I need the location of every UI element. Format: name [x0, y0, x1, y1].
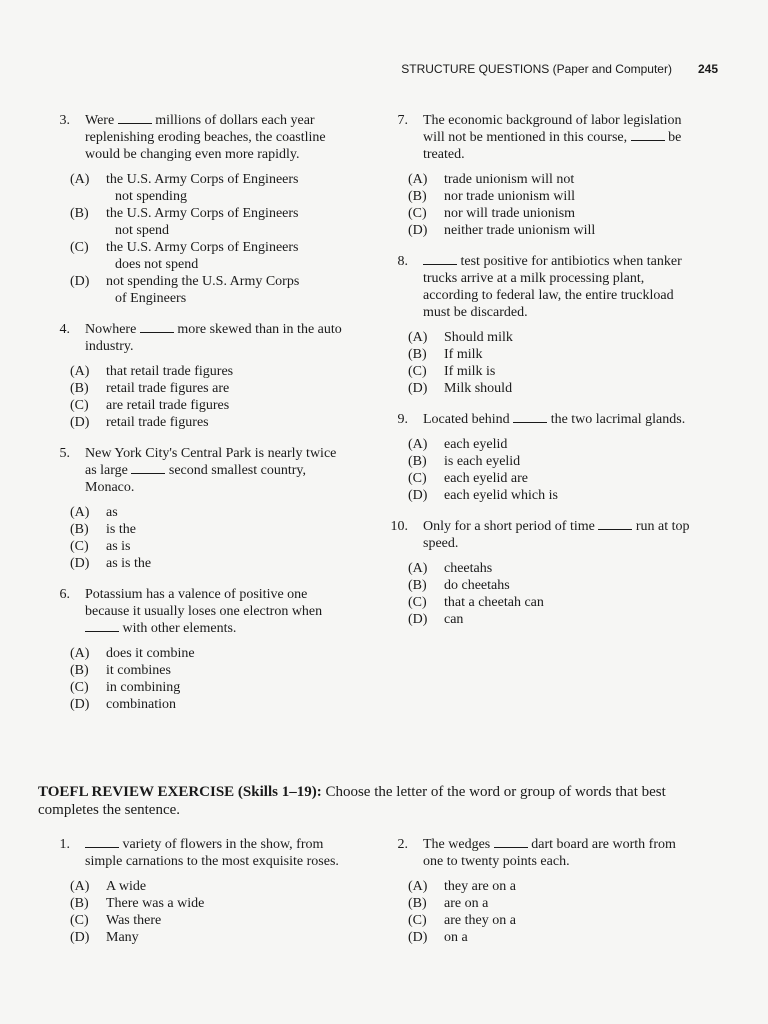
option-letter: (B): [70, 663, 89, 678]
option-text-line: A wide: [106, 879, 147, 894]
option-text-line: can: [444, 612, 464, 627]
answer-option: [70, 171, 342, 205]
option-text-continuation: does not spend: [115, 257, 199, 272]
option-text: [444, 346, 690, 363]
answer-blank: [118, 113, 152, 124]
option-letter: (A): [70, 505, 90, 520]
option-text-line: do cheetahs: [444, 578, 510, 593]
option-text-line: are retail trade figures: [106, 398, 230, 413]
option-text: [106, 878, 342, 895]
answer-options: [70, 878, 342, 946]
option-text-line: not spending the U.S. Army Corps: [106, 274, 300, 289]
option-text: [106, 538, 342, 555]
question-stem: [42, 586, 342, 637]
review-exercise-heading: [38, 783, 698, 819]
answer-option: [408, 878, 680, 895]
option-text: [106, 205, 342, 239]
answer-options: [70, 363, 342, 431]
option-text-line: Was there: [106, 913, 162, 928]
question-number: 8.: [397, 254, 408, 269]
option-text-line: combination: [106, 697, 176, 712]
option-text: [444, 895, 680, 912]
option-letter: (D): [408, 930, 428, 945]
answer-options: [70, 645, 342, 713]
answer-options: [408, 560, 690, 628]
option-text-line: Many: [106, 930, 139, 945]
option-text-line: in combining: [106, 680, 181, 695]
answer-option: [70, 929, 342, 946]
option-text-line: each eyelid are: [444, 471, 528, 486]
answer-option: [408, 329, 690, 346]
question-text: [410, 253, 690, 321]
question-item: [42, 586, 342, 713]
question-item: [42, 836, 342, 946]
option-text-line: Should milk: [444, 330, 513, 345]
answer-blank: [513, 412, 547, 423]
question-stem: [380, 253, 690, 321]
question-text-segment: second smallest country, Monaco.: [85, 463, 307, 495]
question-item: [42, 112, 342, 307]
answer-option: [70, 414, 342, 431]
option-text: [444, 205, 690, 222]
answer-options: [408, 171, 690, 239]
answer-option: [408, 363, 690, 380]
option-text-line: Milk should: [444, 381, 513, 396]
option-letter: (C): [408, 595, 427, 610]
question-item: [380, 518, 690, 628]
answer-option: [70, 205, 342, 239]
option-letter: (A): [408, 879, 428, 894]
option-text: [444, 878, 680, 895]
review-left-column: [42, 836, 342, 960]
question-text-segment: The economic background of labor legislation will not be mentioned in this course,: [423, 113, 682, 145]
answer-blank: [85, 621, 119, 632]
option-letter: (C): [70, 398, 89, 413]
answer-option: [408, 380, 690, 397]
answer-option: [408, 205, 690, 222]
option-text-line: each eyelid: [444, 437, 508, 452]
option-text: [444, 912, 680, 929]
answer-option: [408, 436, 690, 453]
question-item: [380, 253, 690, 397]
review-title: TOEFL REVIEW EXERCISE (Skills 1–19):: [38, 784, 322, 800]
option-text-continuation: of Engineers: [115, 291, 187, 306]
answer-options: [408, 878, 680, 946]
question-text-segment: New York City's Central Park is nearly twice as large: [85, 446, 337, 478]
review-instruction: Choose the letter of the word or group of words that best completes the sentence.: [38, 784, 666, 818]
option-text-continuation: not spending: [115, 189, 187, 204]
option-text: [106, 929, 342, 946]
right-column: [380, 112, 690, 642]
answer-option: [408, 895, 680, 912]
answer-option: [408, 487, 690, 504]
option-text-line: are on a: [444, 896, 489, 911]
question-item: [42, 321, 342, 431]
option-letter: (B): [408, 896, 427, 911]
answer-option: [70, 645, 342, 662]
answer-option: [70, 397, 342, 414]
option-letter: (B): [70, 896, 89, 911]
option-letter: (B): [70, 522, 89, 537]
answer-option: [70, 878, 342, 895]
answer-option: [70, 662, 342, 679]
option-text-line: nor trade unionism will: [444, 189, 576, 204]
question-stem: [42, 112, 342, 163]
option-text: [444, 380, 690, 397]
option-text: [106, 380, 342, 397]
option-text-line: retail trade figures: [106, 415, 209, 430]
option-letter: (A): [408, 330, 428, 345]
option-letter: (D): [70, 556, 90, 571]
question-text-segment: dart board are worth from one to twenty points each.: [423, 837, 676, 869]
answer-option: [408, 929, 680, 946]
option-letter: (A): [70, 364, 90, 379]
question-number: 10.: [390, 519, 408, 534]
answer-option: [70, 363, 342, 380]
question-item: [380, 112, 690, 239]
question-text-segment: The wedges: [423, 837, 494, 852]
option-text-line: If milk: [444, 347, 483, 362]
option-letter: (D): [70, 930, 90, 945]
option-text: [106, 679, 342, 696]
question-number: 7.: [397, 113, 408, 128]
option-text: [106, 273, 342, 307]
option-letter: (D): [408, 488, 428, 503]
question-number: 5.: [59, 446, 70, 461]
running-title: STRUCTURE QUESTIONS (Paper and Computer): [401, 62, 672, 76]
question-text-segment: Located behind: [423, 412, 514, 427]
option-letter: (D): [408, 223, 428, 238]
question-number: 2.: [397, 837, 408, 852]
option-text: [106, 521, 342, 538]
option-letter: (C): [70, 913, 89, 928]
answer-option: [408, 470, 690, 487]
option-text-line: is the: [106, 522, 136, 537]
option-text: [444, 453, 690, 470]
option-text: [106, 912, 342, 929]
question-text-segment: run at top speed.: [423, 519, 690, 551]
question-number: 1.: [59, 837, 70, 852]
option-text-line: If milk is: [444, 364, 496, 379]
question-stem: [42, 445, 342, 496]
answer-option: [70, 696, 342, 713]
option-letter: (A): [408, 172, 428, 187]
option-text-line: they are on a: [444, 879, 516, 894]
option-text-line: that retail trade figures: [106, 364, 234, 379]
option-letter: (D): [70, 274, 90, 289]
option-text: [106, 895, 342, 912]
option-letter: (A): [70, 879, 90, 894]
option-text: [106, 504, 342, 521]
question-number: 6.: [59, 587, 70, 602]
option-text-line: trade unionism will not: [444, 172, 575, 187]
option-text: [444, 611, 690, 628]
answer-option: [408, 577, 690, 594]
answer-option: [408, 611, 690, 628]
option-letter: (B): [408, 189, 427, 204]
option-letter: (B): [70, 381, 89, 396]
option-letter: (C): [70, 240, 89, 255]
question-text: [72, 321, 342, 355]
question-text-segment: more skewed than in the auto industry.: [85, 322, 342, 354]
question-text-segment: Were: [85, 113, 118, 128]
answer-option: [408, 171, 690, 188]
question-text: [410, 411, 690, 428]
option-text-continuation: not spend: [115, 223, 170, 238]
question-stem: [380, 112, 690, 163]
question-text: [410, 518, 690, 552]
answer-blank: [598, 519, 632, 530]
answer-option: [408, 560, 690, 577]
option-text: [444, 577, 690, 594]
question-text: [72, 836, 342, 870]
option-text: [444, 363, 690, 380]
question-item: [42, 445, 342, 572]
option-text-line: retail trade figures are: [106, 381, 230, 396]
question-stem: [380, 411, 690, 428]
answer-blank: [631, 130, 665, 141]
option-text: [444, 470, 690, 487]
option-text-line: is each eyelid: [444, 454, 521, 469]
page-number: 245: [697, 62, 718, 76]
option-text: [106, 363, 342, 380]
option-text: [444, 436, 690, 453]
option-letter: (C): [408, 471, 427, 486]
option-text: [444, 487, 690, 504]
option-letter: (B): [70, 206, 89, 221]
question-text-segment: Potassium has a valence of positive one because it usually loses one electron when: [85, 587, 323, 619]
question-text-segment: Only for a short period of time: [423, 519, 599, 534]
answer-option: [70, 679, 342, 696]
option-text: [106, 414, 342, 431]
option-text: [444, 329, 690, 346]
option-text-line: the U.S. Army Corps of Engineers: [106, 172, 299, 187]
question-text-segment: variety of flowers in the show, from simple carnations to the most exquisite roses.: [85, 837, 339, 869]
option-text: [106, 239, 342, 273]
answer-option: [70, 380, 342, 397]
answer-option: [70, 504, 342, 521]
answer-option: [408, 594, 690, 611]
option-text-line: are they on a: [444, 913, 516, 928]
answer-option: [70, 239, 342, 273]
question-text: [410, 836, 680, 870]
option-letter: (D): [70, 697, 90, 712]
answer-option: [70, 273, 342, 307]
answer-blank: [131, 463, 165, 474]
option-letter: (B): [408, 347, 427, 362]
option-text: [444, 188, 690, 205]
answer-blank: [85, 837, 119, 848]
option-text-line: on a: [444, 930, 468, 945]
option-text-line: There was a wide: [106, 896, 205, 911]
option-letter: (B): [408, 454, 427, 469]
answer-options: [408, 329, 690, 397]
option-letter: (B): [408, 578, 427, 593]
answer-options: [70, 171, 342, 307]
option-text-line: that a cheetah can: [444, 595, 544, 610]
option-text: [106, 645, 342, 662]
question-item: [380, 836, 680, 946]
option-text-line: it combines: [106, 663, 171, 678]
option-text-line: as is the: [106, 556, 152, 571]
option-text-line: does it combine: [106, 646, 195, 661]
question-stem: [380, 518, 690, 552]
question-stem: [42, 321, 342, 355]
option-text: [444, 222, 690, 239]
option-text-line: nor will trade unionism: [444, 206, 576, 221]
answer-blank: [423, 254, 457, 265]
option-text-line: as is: [106, 539, 131, 554]
answer-option: [70, 538, 342, 555]
option-letter: (C): [408, 364, 427, 379]
question-text-segment: with other elements.: [119, 621, 237, 636]
answer-option: [70, 555, 342, 572]
question-item: [380, 411, 690, 504]
question-text-segment: Nowhere: [85, 322, 140, 337]
question-text: [72, 586, 342, 637]
question-text-segment: millions of dollars each year replenishing eroding beaches, the coastline would be changing even more rapidly.: [85, 113, 326, 162]
option-letter: (D): [408, 381, 428, 396]
review-right-column: [380, 836, 680, 960]
option-text: [444, 594, 690, 611]
option-text: [106, 662, 342, 679]
answer-options: [408, 436, 690, 504]
option-letter: (A): [408, 437, 428, 452]
option-text: [444, 171, 690, 188]
option-letter: (D): [408, 612, 428, 627]
option-letter: (A): [70, 646, 90, 661]
option-text: [106, 171, 342, 205]
question-stem: [42, 836, 342, 870]
page-header: [401, 62, 718, 76]
left-column: [42, 112, 342, 727]
option-text-line: as: [106, 505, 118, 520]
answer-option: [408, 188, 690, 205]
option-letter: (C): [70, 680, 89, 695]
option-text-line: the U.S. Army Corps of Engineers: [106, 240, 299, 255]
answer-option: [408, 346, 690, 363]
question-number: 3.: [59, 113, 70, 128]
option-text: [106, 555, 342, 572]
option-text: [106, 397, 342, 414]
option-letter: (C): [408, 913, 427, 928]
option-text-line: the U.S. Army Corps of Engineers: [106, 206, 299, 221]
option-letter: (C): [408, 206, 427, 221]
option-text-line: each eyelid which is: [444, 488, 558, 503]
question-text: [72, 445, 342, 496]
answer-option: [70, 521, 342, 538]
answer-option: [408, 453, 690, 470]
question-text-segment: be treated.: [423, 130, 682, 162]
answer-blank: [494, 837, 528, 848]
answer-option: [70, 895, 342, 912]
question-text-segment: test positive for antibiotics when tanker trucks arrive at a milk processing plant, according to federal law, the entire truckload must be discarded.: [423, 254, 682, 320]
answer-blank: [140, 322, 174, 333]
question-text: [72, 112, 342, 163]
option-letter: (C): [70, 539, 89, 554]
question-number: 4.: [59, 322, 70, 337]
question-number: 9.: [397, 412, 408, 427]
option-text: [106, 696, 342, 713]
answer-options: [70, 504, 342, 572]
question-stem: [380, 836, 680, 870]
question-text-segment: the two lacrimal glands.: [547, 412, 686, 427]
answer-option: [408, 912, 680, 929]
question-text: [410, 112, 690, 163]
option-text-line: cheetahs: [444, 561, 493, 576]
option-text: [444, 929, 680, 946]
option-text-line: neither trade unionism will: [444, 223, 596, 238]
answer-option: [408, 222, 690, 239]
option-letter: (A): [70, 172, 90, 187]
option-letter: (A): [408, 561, 428, 576]
option-letter: (D): [70, 415, 90, 430]
option-text: [444, 560, 690, 577]
answer-option: [70, 912, 342, 929]
